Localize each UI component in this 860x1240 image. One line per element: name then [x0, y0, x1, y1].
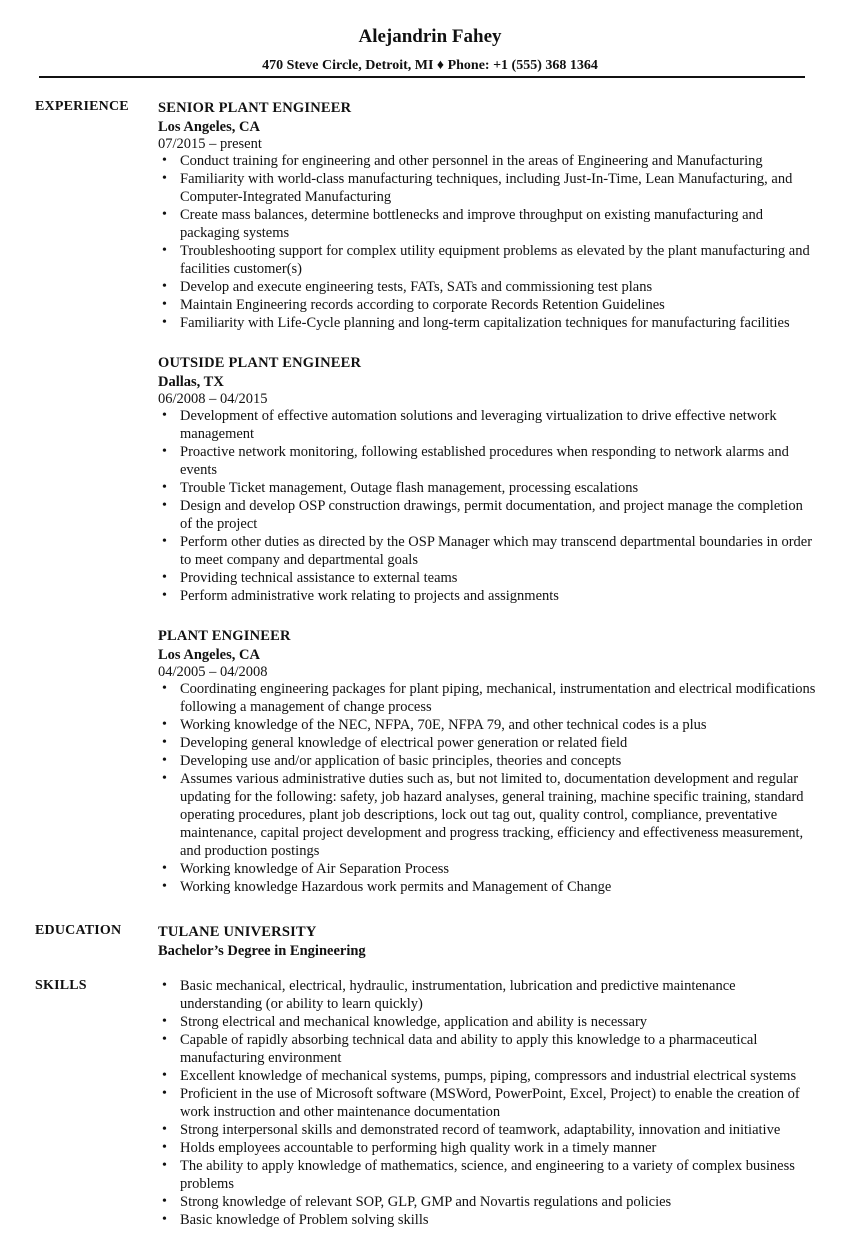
duty-item: • Develop and execute engineering tests, FATs, SATs and commissioning test plans [158, 278, 818, 296]
duty-item: • Familiarity with world-class manufacturing techniques, including Just-In-Time, Lean Manufacturing, and Computer-Integrated Manufacturing [158, 170, 818, 206]
skill-item: • Excellent knowledge of mechanical systems, pumps, piping, compressors and industrial electrical systems [158, 1067, 818, 1085]
skills-section [0, 977, 860, 1229]
skill-items [158, 977, 818, 1229]
job-duties [158, 680, 818, 896]
duty-item: • Working knowledge Hazardous work permits and Management of Change [158, 878, 818, 896]
job-entry [158, 98, 818, 332]
duty-item: • Maintain Engineering records according to corporate Records Retention Guidelines [158, 296, 818, 314]
skill-item: • Basic mechanical, electrical, hydraulic, instrumentation, lubrication and predictive maintenance understanding (or ability to learn quickly) [158, 977, 818, 1013]
resume-content [0, 98, 860, 1229]
degree: Bachelor’s Degree in Engineering [158, 943, 366, 959]
duty-item: • Perform administrative work relating to projects and assignments [158, 587, 818, 605]
duty-item: • Familiarity with Life-Cycle planning and long-term capitalization techniques for manufacturing facilities [158, 314, 818, 332]
duty-item: • Troubleshooting support for complex utility equipment problems as elevated by the plant manufacturing and facilities customer(s) [158, 242, 818, 278]
job-duties [158, 407, 818, 605]
job-dates: 07/2015 – present [158, 136, 262, 152]
contact-line: 470 Steve Circle, Detroit, MI ♦ Phone: +1 (555) 368 1364 [262, 58, 598, 73]
job-duties [158, 152, 818, 332]
duty-item: • Developing general knowledge of electrical power generation or related field [158, 734, 818, 752]
job-dates: 06/2008 – 04/2015 [158, 391, 268, 407]
education-section [0, 922, 860, 960]
duty-item: • Assumes various administrative duties such as, but not limited to, documentation development and regular updating for the following: safety, job hazard analyses, general training, machine specific training, standard operating procedures, plant job descriptions, lock out tag out, quality control, compliance, preventative maintenance, capital project development and progress tracking, efficiency and effectiveness measurement, and production postings [158, 770, 818, 860]
skill-item: • Strong knowledge of relevant SOP, GLP, GMP and Novartis regulations and policies [158, 1193, 818, 1211]
job-location: Los Angeles, CA [158, 647, 260, 663]
job-title: OUTSIDE PLANT ENGINEER [158, 355, 362, 371]
job-location: Los Angeles, CA [158, 119, 260, 135]
duty-item: • Developing use and/or application of basic principles, theories and concepts [158, 752, 818, 770]
duty-item: • Proactive network monitoring, following established procedures when responding to network alarms and events [158, 443, 818, 479]
duty-item: • Design and develop OSP construction drawings, permit documentation, and project manage the completion of the project [158, 497, 818, 533]
duty-item: • Working knowledge of the NEC, NFPA, 70E, NFPA 79, and other technical codes is a plus [158, 716, 818, 734]
skills-list [158, 977, 818, 1229]
candidate-name: Alejandrin Fahey [358, 26, 502, 47]
skill-item: • Strong interpersonal skills and demonstrated record of teamwork, adaptability, innovation and initiative [158, 1121, 818, 1139]
job-title: SENIOR PLANT ENGINEER [158, 100, 352, 116]
duty-item: • Development of effective automation solutions and leveraging virtualization to drive effective network management [158, 407, 818, 443]
skill-item: • The ability to apply knowledge of mathematics, science, and engineering to a variety of complex business problems [158, 1157, 818, 1193]
job-dates: 04/2005 – 04/2008 [158, 664, 268, 680]
school-name: TULANE UNIVERSITY [158, 924, 317, 940]
duty-item: • Providing technical assistance to external teams [158, 569, 818, 587]
duty-item: • Create mass balances, determine bottlenecks and improve throughput on existing manufacturing and packaging systems [158, 206, 818, 242]
job-entry [158, 626, 818, 896]
duty-item: • Conduct training for engineering and other personnel in the areas of Engineering and Manufacturing [158, 152, 818, 170]
skill-item: • Capable of rapidly absorbing technical data and ability to apply this knowledge to a pharmaceutical manufacturing environment [158, 1031, 818, 1067]
skill-item: • Proficient in the use of Microsoft software (MSWord, PowerPoint, Excel, Project) to enable the creation of work instruction and other maintenance documentation [158, 1085, 818, 1121]
skill-item: • Holds employees accountable to performing high quality work in a timely manner [158, 1139, 818, 1157]
skill-item: • Basic knowledge of Problem solving skills [158, 1211, 818, 1229]
education-entry [158, 922, 818, 960]
job-title: PLANT ENGINEER [158, 628, 291, 644]
duty-item: • Coordinating engineering packages for plant piping, mechanical, instrumentation and electrical modifications following a management of change process [158, 680, 818, 716]
duty-item: • Perform other duties as directed by the OSP Manager which may transcend departmental boundaries in order to meet company and departmental goals [158, 533, 818, 569]
experience-section [0, 98, 860, 896]
experience-list [158, 98, 818, 896]
section-label-skills: SKILLS [35, 978, 87, 993]
header-divider [39, 76, 805, 78]
job-location: Dallas, TX [158, 374, 224, 390]
skill-item: • Strong electrical and mechanical knowledge, application and ability is necessary [158, 1013, 818, 1031]
section-label-experience: EXPERIENCE [35, 99, 129, 114]
resume-header [0, 0, 860, 76]
job-entry [158, 353, 818, 605]
duty-item: • Trouble Ticket management, Outage flash management, processing escalations [158, 479, 818, 497]
section-label-education: EDUCATION [35, 923, 122, 938]
duty-item: • Working knowledge of Air Separation Process [158, 860, 818, 878]
